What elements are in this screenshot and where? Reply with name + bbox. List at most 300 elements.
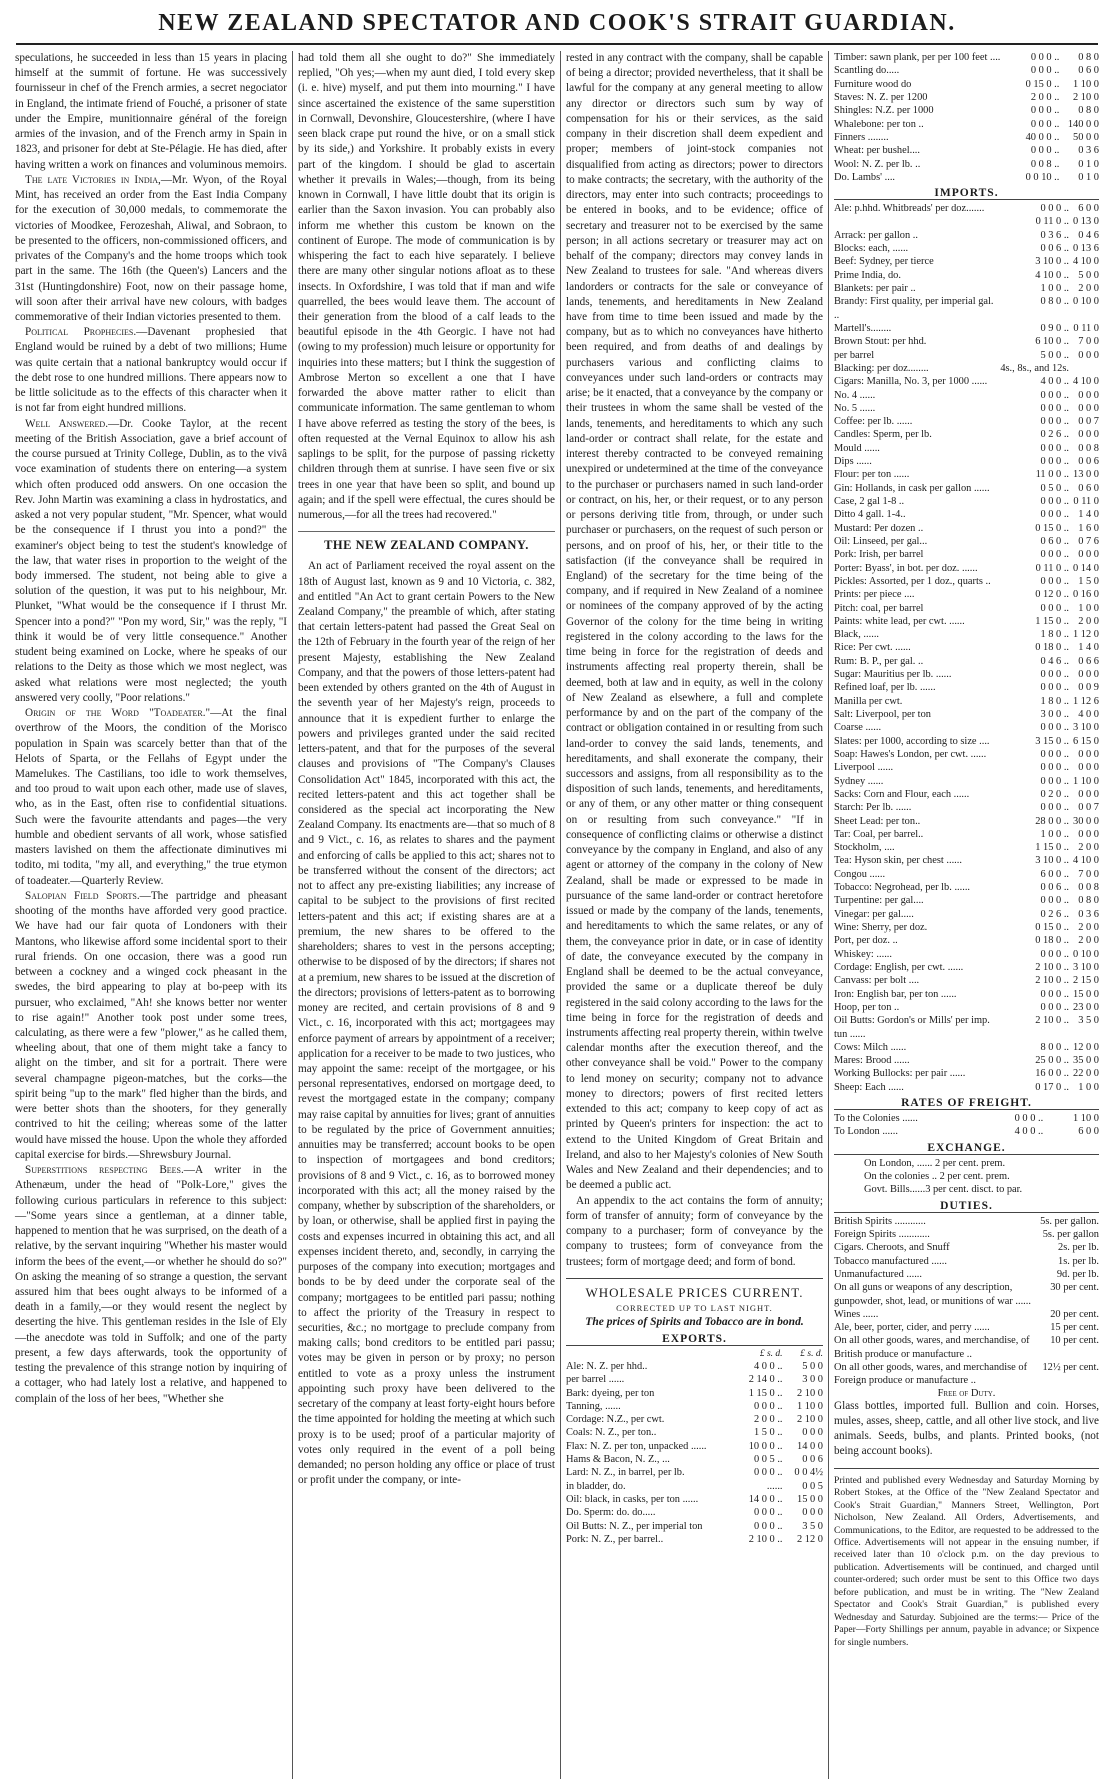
price-high: 6 0 0 [1078, 1126, 1099, 1138]
price-high: 1 10 0 [1073, 775, 1099, 787]
publisher-footer [834, 1468, 1099, 1650]
price-label: Prime India, do. [834, 269, 901, 281]
price-high: 0 13 0 [1073, 216, 1099, 228]
article-body: —Mr. Wyon, of the Royal Mint, has received an order from the East India Company for the execution of 30,000 medals, to commemorate the victories of Moodkee, Ferozeshah, Aliwal, and Sobraon, to be presented to the officers, non-commissioned officers, and privates of the Company's and the home troops which took part in the same. The 16th (the Queen's) Lancers and the 31st (Huntingdonshire) Foot, now on their passage home, will soon after their arrival have new colours, with badges commemorative of their Indian victories presented to them. [15, 173, 287, 323]
price-low: 3 0 0 .. [1040, 709, 1070, 720]
price-high [1069, 362, 1099, 375]
price-high: 0 6 0 [1078, 65, 1099, 77]
price-high: 0 0 0 [1078, 402, 1099, 414]
price-high: 0 0 5 [802, 1480, 823, 1492]
duties-table [834, 1215, 1099, 1388]
price-label: Sugar: Mauritius per lb. ...... [834, 669, 952, 681]
import-row [834, 894, 1099, 907]
duty-label: Foreign Spirits ............ [834, 1228, 930, 1240]
price-label: Coals: N. Z., per ton.. [566, 1427, 657, 1439]
price-low: 0 0 0 .. [1040, 442, 1070, 454]
price-low: 8 0 0 .. [1040, 1041, 1070, 1053]
import-row [834, 988, 1099, 1001]
price-low: 0 0 0 .. [1040, 669, 1070, 681]
price-low: 10 0 0 .. [748, 1440, 783, 1452]
freight-row [834, 1112, 1099, 1125]
import-row [834, 229, 1099, 242]
price-label: Porter: Byass', in bot. per doz. ...... [834, 562, 978, 574]
article-body: —A writer in the Athenæum, under the head of "Polk-Lore," gives the following curious particulars in reference to this subject:—"Some years since a gentleman, at a dinner table, happened to mention that he was surprised, on the death of a relative, by the servant inquiring "Whether his master would inform the bees of the event,—or whether he should do so?" On asking the meaning of so strange a question, the servant assured him that bees ought always to be informed of a death in a family,—or they would resent the neglect by deserting the hive. This gentleman resides in the Isle of Ely—the anecdote was told in Suffolk; and one of the party present, a few days afterwards, took the opportunity of testing the prevalence of this strange notion by inquiring of a cottager, who had lately lost a relative, and happened to complain of the loss of her bees, "Whether she [15, 1164, 287, 1405]
price-high: 2 0 0 [1078, 922, 1099, 933]
price-low: 0 0 0 .. [1040, 203, 1070, 215]
price-low: 6 10 0 .. [1035, 336, 1070, 348]
price-low: 3 15 0 .. [1035, 735, 1070, 747]
price-high: 6 15 0 [1073, 735, 1099, 747]
price-low: ...... [766, 1480, 783, 1492]
price-label: Oil Butts: N. Z., per imperial ton [566, 1520, 703, 1532]
price-high: 2 0 0 [1078, 615, 1099, 627]
duty-rate: 20 per cent. [1050, 1308, 1099, 1320]
duty-row [834, 1255, 1099, 1268]
price-label: Flour: per ton ...... [834, 469, 910, 481]
price-label: Ditto 4 gall. 1-4.. [834, 509, 906, 521]
freight-table [834, 1112, 1099, 1139]
duty-rate: 15 per cent. [1050, 1322, 1099, 1334]
price-high: 0 0 0 [802, 1427, 823, 1439]
price-label: Rum: B. P., per gal. .. [834, 655, 924, 667]
price-label: Pickles: Assorted, per 1 doz., quarts .. [834, 575, 991, 587]
import-row [834, 761, 1099, 774]
price-high: 0 13 6 [1073, 243, 1099, 255]
duty-label: Unmanufactured ...... [834, 1268, 923, 1280]
price-label: Furniture wood do [834, 78, 912, 90]
price-label: Do. Lambs' .... [834, 171, 896, 183]
price-label: Ale: N. Z. per hhd.. [566, 1360, 648, 1372]
price-high: 0 0 0 [1078, 828, 1099, 840]
export-row [566, 1520, 823, 1533]
price-high: 0 0 0 [1078, 429, 1099, 441]
duties-title: DUTIES. [834, 1200, 1099, 1213]
article-body: —Davenant prophesied that England would be ruined by a debt of two millions; Hume was quite certain that a national bankruptcy would occur if the debt rose to one hundred millions. There appears now to be little solicitude as to the effects of this character when it is not far from eight hundred millions. [15, 326, 287, 415]
price-low: 40 0 0 .. [1025, 131, 1060, 143]
price-high: 0 10 0 [1073, 948, 1099, 960]
freight-row [834, 1125, 1099, 1138]
price-low: 0 0 0 .. [1040, 602, 1070, 614]
price-low: 0 12 0 .. [1035, 589, 1070, 601]
article-nz-company-continued: rested in any contract with the company, shall be capable of being a director; provided nevertheless, that it shall be lawful for the company at any general meeting to allow any director or directors such sum by way of compensation for his or their services, as the said company in their discretion shall deem expedient and proper; members of joint-stock companies not disqualified from acting as directors; power to directors to make contracts; the secretary, with the authority of the directors, may enter into such contracts; proceedings to be entered in books, and to be evidence; office of secretary and treasurer not to be exercised by the same person; in all actions secretary or treasurer may act on behalf of the company; directors may convey lands in New Zealand to trustees for sale. "And whereas divers landorders or contracts for the sale or conveyance of lands, tenements, and hereditaments in New Zealand have from time to time been issued and made by the company, but as to which no conveyances have hitherto been required, and from deaths of and dealings by purchasers various and conflicting claims to conveyances under such land-orders or contracts may arise; be it enacted, that a conveyance by the company or their trustees in whom the same shall be vested of the lands, tenements, and hereditaments to which any such land-order or contract shall relate, for the estate and interest thereby contracted to be conveyed remaining unexpired or undetermined at the time of the conveyance to the purchaser or purchasers named in such land-order or contract, on his, her, or their request, or to any person or persons deriving title from, through, or under such purchaser or purchasers, on the request of such person or persons, and on proof of his, her, or their title to the satisfaction (if the conveyance shall be required in England) of the secretary for the time being of the company, and if required in New Zealand of a nominee or nominees of the company approved of by the acting Governor of the colony for the time being in writing registered in the colony according to the laws for the time being in force for the registration of deeds and instruments affecting real property therein, shall be deemed, both at law and in equity, as well in the colony of New Zealand as elsewhere, a full and complete performance by and on the part of the company of the contract or obligation contained in or resulting from such land-order to convey the said lands, tenements, and hereditaments, and shall exonerate the company, their successors and assigns, from all responsibility as to the disposition of such lands, tenements, and hereditaments, or any of them, or any other matter or thing consequent on or resulting from such conveyance." "If in consequence of conflicting claims or otherwise a distinct conveyance by the company in England, and also of any agent or attorney of the company in the colony of New Zealand, shall be made or expressed to be made in pursuance of the same land-order or contract heretofore issued or made by the company of the lands, tenements, and hereditaments to which the same relates, or any of them, the conveyance prior in date, or in case of identity of date, the conveyance executed by the company in England shall be deemed to be the actual conveyance, provided the same or a duplicate thereof be duly registered in the said colony according to the laws for the time being in force for the registration of deeds and instruments affecting real property therein, within twelve calendar months after the execution thereof, and the other conveyance shall be void." Power to the company to lend money on security; company not to advance money to directors; powers of first recited letters extended to this act; company to keep copy of act as printed by Queen's printers for inspection: the act to extend to the United Kingdom of Great Britain and Ireland, and also to her Majesty's colonies of New South Wales and New Zealand and their dependencies; and to be deemed a public act. [566, 52, 823, 1192]
import-row [834, 468, 1099, 481]
import-row [834, 868, 1099, 881]
price-label: Blacking: per doz........ [834, 362, 929, 374]
exports-table [566, 1348, 823, 1547]
import-row [834, 655, 1099, 668]
import-row [834, 522, 1099, 535]
price-label: Shingles: N.Z. per 1000 [834, 105, 934, 117]
article-body: —Dr. Cooke Taylor, at the recent meeting of the British Association, gave a brief account of the course pursued at Trinity College, Dublin, as to the vivâ voce examination of students there on entering—a system which often produced odd answers. On one occasion the Rev. John Martin was examining a class in hydrostatics, and asked a not very popular student, "Mr. Spencer, what would be the consequence if I thrust you into a pond?" the examiner's object being to test the student's knowledge of the law, that water rises in proportion to the weight of the body immersed. The student, not being able to give a solution of the question, it was put to his neighbour, Mr. Plunket, "What would be the consequence if I thrust Mr. Spencer into a pond?" "Pon my word, Sir," was the reply, "I think it would be of very little consequence." Another student being examined on Locke, where he speaks of our relations to the Deity as those which we most neglect, was asked what relations were most neglected; the youth answered very coolly, "Poor relations." [15, 417, 287, 704]
price-low: 1 0 0 .. [1040, 283, 1070, 294]
price-label: No. 4 ...... [834, 389, 876, 401]
price-label: Liverpool ...... [834, 762, 894, 774]
export-row [566, 1387, 823, 1400]
price-high: 0 0 0 [802, 1507, 823, 1519]
duty-label: British Spirits ............ [834, 1215, 926, 1227]
duty-rate: 30 per cent. [1050, 1282, 1099, 1294]
price-low: 0 0 0 .. [1040, 575, 1070, 587]
price-low: 4 0 0 .. [1040, 376, 1070, 388]
price-label: Stockholm, .... [834, 842, 895, 854]
export-row [834, 104, 1099, 117]
price-low: 0 0 0 .. [1040, 948, 1070, 960]
price-high: 35 0 0 [1073, 1055, 1099, 1067]
price-high: 0 3 6 [1078, 908, 1099, 920]
import-row [834, 269, 1099, 282]
price-low: 0 0 0 .. [1040, 775, 1070, 787]
price-low: 0 15 0 .. [1035, 922, 1070, 933]
export-row [834, 171, 1099, 184]
price-label: Slates: per 1000, according to size .... [834, 735, 990, 747]
duty-row [834, 1241, 1099, 1254]
import-row [834, 562, 1099, 575]
price-high: 3 5 0 [802, 1520, 823, 1532]
price-label: Cordage: English, per cwt. ...... [834, 961, 964, 973]
price-label: Pork: N. Z., per barrel.. [566, 1533, 664, 1545]
price-low: 1 5 0 .. [753, 1427, 783, 1439]
price-high: 1 4 0 [1078, 642, 1099, 654]
price-low: 0 2 6 .. [1040, 429, 1070, 441]
freight-title: RATES OF FREIGHT. [834, 1097, 1099, 1110]
duty-row [834, 1334, 1099, 1361]
price-label: Turpentine: per gal.... [834, 895, 924, 907]
price-high: 2 10 0 [797, 1387, 823, 1399]
price-high: 140 0 0 [1067, 118, 1099, 130]
price-low: 0 0 0 .. [1040, 402, 1070, 414]
price-low: 0 0 0 .. [1040, 389, 1070, 401]
price-high: 30 0 0 [1073, 815, 1099, 827]
import-row [834, 508, 1099, 521]
prices-title: WHOLESALE PRICES CURRENT. [566, 1278, 823, 1301]
import-row [834, 748, 1099, 761]
price-low: 0 0 0 .. [1040, 802, 1070, 814]
price-high: 23 0 0 [1073, 1001, 1099, 1013]
price-label: Tea: Hyson skin, per chest ...... [834, 855, 962, 867]
price-label: Mares: Brood ...... [834, 1055, 910, 1067]
duty-label: Ale, beer, porter, cider, and perry ...... [834, 1322, 990, 1334]
price-low: 2 0 0 .. [753, 1414, 783, 1426]
import-row [834, 815, 1099, 828]
price-high: 1 0 0 [1078, 1081, 1099, 1093]
article-appendix: An appendix to the act contains the form of annuity; form of transfer of annuity; form of conveyance by the company to a purchaser; form of conveyance by the company to trustees; form of conveyance from the trustees; form of mortgage deed; and form of bond. [566, 1194, 823, 1268]
price-high: 2 10 0 [797, 1414, 823, 1426]
price-label: Wine: Sherry, per doz. [834, 922, 928, 933]
price-label: Whiskey: ...... [834, 948, 893, 960]
price-high: 0 0 7 [1078, 802, 1099, 814]
price-low: 0 0 0 .. [1030, 105, 1060, 117]
article-head: Well Answered. [25, 417, 109, 430]
price-low: 0 0 0 .. [753, 1400, 783, 1412]
import-row [834, 362, 1099, 375]
import-row [834, 881, 1099, 894]
free-of-duty-title: Free of Duty. [937, 1387, 996, 1399]
import-row [834, 1067, 1099, 1080]
duty-rate: 5s. per gallon [1042, 1228, 1099, 1240]
price-high: 0 0 8 [1078, 442, 1099, 454]
column-2 [292, 51, 560, 1779]
price-high: 5 0 0 [1078, 269, 1099, 281]
prices-subtitle: CORRECTED UP TO LAST NIGHT. [616, 1302, 773, 1313]
price-label: Canvass: per bolt .... [834, 975, 920, 987]
price-label: Finners ........ [834, 131, 889, 143]
price-high: 15 0 0 [1073, 988, 1099, 1000]
price-label: per barrel ...... [566, 1374, 625, 1386]
duty-label: Cigars. Cheroots, and Snuff [834, 1242, 950, 1254]
export-row [834, 158, 1099, 171]
price-label: Hoop, per ton .. [834, 1001, 900, 1013]
price-label: Blankets: per pair .. [834, 283, 916, 294]
import-row [834, 575, 1099, 588]
price-label: Staves: N. Z. per 1200 [834, 91, 928, 103]
exchange-line: On London, ...... 2 per cent. prem. [864, 1157, 1006, 1169]
price-high: 2 12 0 [797, 1533, 823, 1545]
column-3 [560, 51, 828, 1779]
price-high: 1 10 0 [1073, 78, 1099, 90]
article-toadeater [15, 706, 287, 889]
import-row [834, 735, 1099, 748]
duty-row [834, 1228, 1099, 1241]
price-high: 2 0 0 [1078, 935, 1099, 947]
price-low: 6 0 0 .. [1040, 868, 1070, 880]
price-low: 4 0 0 .. [1014, 1126, 1044, 1138]
price-label: Sydney ...... [834, 775, 884, 787]
price-high: 0 0 8 [1078, 882, 1099, 894]
price-low: 0 0 0 .. [1040, 988, 1070, 1000]
import-row [834, 602, 1099, 615]
price-label: Martell's........ [834, 322, 892, 334]
import-row [834, 615, 1099, 628]
article-nz-company: An act of Parliament received the royal assent on the 18th of August last, known as 9 and 10 Victoria, c. 382, and entitled "An Act to grant certain Powers to the New Zealand Company," the preamble of which, after stating that certain letters-patent had passed the Great Seal on the 12th of February in the fourth year of the reign of her present Majesty, establishing the New Zealand Company, and that the powers of those letters-patent had been extended by others granted on the 4th of August in the seventh year of her Majesty's reign, proceeds to announce that it is expedient further to enlarge the powers and privileges granted under the said recited letters-patent, and that for the purposes of the several clauses and provisions of "The Company's Clauses Consolidation Act" 1845, incorporated with this act, the recited letters-patent and this act together shall be considered as the special act incorporating the New Zealand Company. Its enactments are—that so much of 8 and 9 Vict., c. 16, as relates to shares and the payment and enforcing of calls be applied to this act; shares not to be transferred without the consent of the directors; act not to affect any pre-existing liabilities; any increase of capital to be subject to the provisions of first recited letters-patent and this act; if existing shares are at a premium, the new shares to be offered to the shareholders; shares to vest in the persons accepting; otherwise to be disposed of by the directors; if shares not at a premium, new shares to be issued at the discretion of the directors; provisions of letters-patent as to borrowing money are recited, and certain provisions of 8 and 9 Vict., c. 16, incorporated with this act; mortgagees may enforce payment of arrears by appointment of a receiver; application for a receiver to be made to two justices, who may appoint the same: receipt of the mortgagee, or his personal representatives, endorsed on mortgage deed, to revest the mortgaged estate in the company; company may raise capital by annuities for lives; grant of annuities to be regulated by the price of Government annuities; annuities may be transferred; account books to be open to inspection of mortgagees and bond creditors; provisions of 8 and 9 Vict., c. 16, as to borrowed money incorporated with this act; all the money raised by the company, whether by subscription of the shareholders, or by loan, or otherwise, shall be applied first in paying the costs and expenses incurred in obtaining this act, and all expenses incident thereto, and, secondly, in carrying the purposes of the company into execution; mortgages and bonds to be by deed under the corporate seal of the company; mortgagees to be entitled pari passu; nothing to affect the priority of the Treasury in respect to securities, &c.; no mortgage to preclude company from making calls; bond creditors to be entitled pari passu; votes may be given in person or by proxy; no person entitled to vote as a proxy unless the instrument appointing such proxy have been delivered to the secretary of the company at least forty-eight hours before the time appointed for holding the meeting at which such proxy is to be used; proof of a particular majority of votes only required in the event of a poll being demanded; no person holding any office or place of trust or profit under the company, or inte- [298, 560, 555, 1487]
price-high: 0 8 0 [1078, 52, 1099, 63]
import-row [834, 961, 1099, 974]
duty-rate: 5s. per gallon. [1040, 1215, 1099, 1227]
price-low: 0 18 0 .. [1035, 935, 1070, 947]
section-title-nz-company: THE NEW ZEALAND COMPANY. [298, 531, 555, 553]
price-label: Cows: Milch ...... [834, 1041, 907, 1053]
price-high: 1 12 0 [1073, 629, 1099, 641]
import-row [834, 1041, 1099, 1054]
price-high: 22 0 0 [1073, 1068, 1099, 1080]
price-low: 1 15 0 .. [1035, 842, 1070, 854]
price-high: 12 0 0 [1073, 1041, 1099, 1053]
price-label: Whalebone: per ton .. [834, 118, 924, 130]
price-label: Iron: English bar, per ton ...... [834, 988, 957, 1000]
price-high: 1 6 0 [1078, 522, 1099, 534]
price-label: Hams & Bacon, N. Z., ... [566, 1454, 670, 1466]
export-row [566, 1373, 823, 1386]
article-body: —The partridge and pheasant shooting of the months have afforded very good practice. We have had our fair quota of Londoners with their Mantons, who likewise afford some incidental sport to their rural friends. On one occasion, there was a good run between a cockney and a winged cock pheasant in the swedes, the bird appearing to play at bo-peep with its pursuer, who exclaimed, "Ah! she knows better nor wenter to rise again!" Another took post under some trees, calculating, as there were a few "plower," as he called them, wheeling about, that one of them might take a fancy to alight on the timber, and sit for a portrait. There were several champagne pigeon-matches, but the corks—the spirit being "up to the mark" fled higher than the birds, and were better shots than the shooters, for they generally contrived to hit the ceiling; whereas some of the latter would have missed the house. Upon the whole they afforded capital exercise for birds.—Shrewsbury Journal. [15, 889, 287, 1161]
price-label: Black, ...... [834, 629, 880, 641]
price-high: 4 10 0 [1073, 376, 1099, 388]
import-row [834, 202, 1099, 215]
price-high: 0 3 6 [1078, 145, 1099, 157]
import-row [834, 548, 1099, 561]
article-head: Superstitions respecting Bees. [25, 1164, 184, 1177]
free-of-duty-text: Glass bottles, imported full. Bullion and coin. Horses, mules, asses, sheep, cattle, and all other live stock, and live animals. Seeds, bulbs, and plants. Printed books, (not being account books). [834, 1399, 1100, 1458]
price-high: 0 14 0 [1073, 562, 1099, 574]
price-low: 1 8 0 .. [1040, 695, 1070, 707]
article-political-prophecies [15, 325, 287, 416]
import-row [834, 255, 1099, 268]
price-high: 0 0 0 [1078, 788, 1099, 800]
price-label: To London ...... [834, 1126, 898, 1138]
price-low: 0 15 0 .. [1025, 78, 1060, 90]
price-low: 2 14 0 .. [748, 1374, 783, 1386]
price-low: 0 11 0 .. [1035, 216, 1070, 228]
price-label: Flax: N. Z. per ton, unpacked ...... [566, 1440, 707, 1452]
import-row [834, 1081, 1099, 1094]
article-head: Political Prophecies. [25, 326, 137, 339]
export-row [834, 78, 1099, 91]
price-low: 25 0 0 .. [1035, 1055, 1070, 1067]
import-row [834, 974, 1099, 987]
price-low: 0 0 0 .. [1040, 549, 1070, 561]
price-high: 4 0 0 [1078, 709, 1099, 720]
import-row [834, 721, 1099, 734]
imports-table [834, 202, 1099, 1094]
export-row [566, 1533, 823, 1546]
duty-row [834, 1215, 1099, 1228]
import-row [834, 908, 1099, 921]
price-high: 7 0 0 [1078, 868, 1099, 880]
price-low: 0 0 0 .. [1030, 65, 1060, 77]
import-row [834, 1054, 1099, 1067]
price-high: 14 0 0 [797, 1440, 823, 1452]
price-label: Port, per doz. .. [834, 935, 898, 947]
price-low: 5 0 0 .. [1040, 349, 1070, 361]
price-high: 0 6 6 [1078, 655, 1099, 667]
price-label: Timber: sawn plank, per per 100 feet .... [834, 52, 1001, 63]
article-well-answered [15, 417, 287, 706]
price-low: 0 0 0 .. [753, 1507, 783, 1519]
import-row [834, 854, 1099, 867]
imports-title: IMPORTS. [834, 187, 1099, 200]
price-label: Sheet Lead: per ton.. [834, 815, 921, 827]
price-low: 0 0 6 .. [1040, 882, 1070, 894]
price-high: 5 0 0 [802, 1360, 823, 1372]
price-label: Brown Stout: per hhd. [834, 336, 927, 348]
price-high: 0 0 6 [1078, 456, 1099, 468]
price-low: 4 0 0 .. [753, 1360, 783, 1372]
price-label: Candles: Sperm, per lb. [834, 429, 932, 441]
duty-row [834, 1321, 1099, 1334]
duty-row [834, 1281, 1099, 1308]
price-label: Wool: N. Z. per lb. .. [834, 158, 921, 170]
export-row [834, 51, 1099, 64]
article-bees [15, 1163, 287, 1407]
price-high: 0 0 6 [802, 1454, 823, 1466]
column-4 [828, 51, 1104, 1779]
import-row [834, 349, 1099, 362]
export-row [566, 1493, 823, 1506]
price-low: 0 0 5 .. [753, 1454, 783, 1466]
columns [10, 51, 1104, 1779]
price-high: 1 12 6 [1073, 695, 1099, 707]
export-row [834, 144, 1099, 157]
price-low: 0 0 0 .. [1030, 52, 1060, 63]
price-label: Brandy: First quality, per imperial gal. .. [834, 296, 994, 321]
import-row [834, 282, 1099, 295]
article-bees-continued: had told them all she ought to do?" She immediately replied, "Oh yes;—when my aunt died, I told every skep (i. e. hive) myself, and put them into mourning." I have since ascertained the existence of the same superstition in Cornwall, Devonshire, Gloucestershire, (where I have seen black crape put round the hive, or on a small stick by its side,) and Yorkshire. It probably exists in every part of the kingdom. I should be glad to ascertain whether it prevails in Wales;—though, from its being known in Cornwall, I have little doubt that its origin is earlier than the Saxon invasion. You can probably also inform me whether this custom be known on the continent of Europe. The mode of communication is by whispering the fact to each hive separately. I believe there are many other singular notions afloat as to these insects. In Oxfordshire, I was told that if man and wife quarrelled, the bees would leave them. The account of their generation from the blood of a calf leads to the beautiful episode in the 4th Georgic. I have not had (owing to my profession) much leisure or opportunity for inquiries into these matters; but I think the suggestion of Ambrose Merton so excellent a one that I have forwarded the above matter rather to elicit than communicate information. The same gentleman to whom I have above referred as testing the story of the bees, is often requested at the Vernal Equinox to allow his ash saplings to be split, for the purpose of passing ricketty children through them at sunrise. I have seen five or six trees in one year that have been so split, and bound up again; and if the spell were effectual, the cures should be numerous,—for all the trees had recovered." [298, 52, 555, 522]
price-low: 0 0 0 .. [1040, 895, 1070, 907]
import-row [834, 322, 1099, 335]
price-high: 1 5 0 [1078, 575, 1099, 587]
price-label: Manilla per cwt. [834, 695, 903, 707]
price-high: 0 1 0 [1078, 158, 1099, 170]
article-victories-india [15, 173, 287, 325]
price-label: Do. Sperm: do. do..... [566, 1507, 656, 1519]
price-label: Working Bullocks: per pair ...... [834, 1068, 966, 1080]
import-row [834, 641, 1099, 654]
export-row [834, 64, 1099, 77]
price-high: 0 8 0 [1078, 105, 1099, 117]
article-head: Salopian Field Sports. [25, 889, 140, 902]
price-label: Arrack: per gallon .. [834, 229, 918, 241]
price-high: 2 15 0 [1073, 975, 1099, 987]
import-row [834, 495, 1099, 508]
price-low: 1 8 0 .. [1040, 629, 1070, 641]
price-low: 0 0 0 .. [1040, 1001, 1070, 1013]
column-1 [10, 51, 292, 1779]
price-low: 0 6 0 .. [1040, 535, 1070, 547]
prices-note: The prices of Spirits and Tobacco are in bond. [585, 1315, 804, 1328]
price-label: Rice: Per cwt. ...... [834, 642, 911, 654]
price-low: 0 15 0 .. [1035, 522, 1070, 534]
price-label: Salt: Liverpool, per ton [834, 709, 931, 720]
price-high: 6 0 0 [1078, 203, 1099, 215]
import-row [834, 1001, 1099, 1014]
export-row [566, 1360, 823, 1373]
price-low: 0 18 0 .. [1035, 642, 1070, 654]
price-low: 3 10 0 .. [1035, 256, 1070, 268]
duty-label: On all other goods, wares, and merchandise of Foreign produce or manufacture .. [834, 1362, 1028, 1387]
price-label: Gin: Hollands, in cask per gallon ...... [834, 482, 990, 494]
price-high: 3 10 0 [1073, 722, 1099, 734]
price-label: in bladder, do. [566, 1480, 626, 1492]
import-row [834, 335, 1099, 348]
price-label: Beef: Sydney, per tierce [834, 256, 934, 268]
price-low: 2 10 0 .. [1035, 1015, 1070, 1027]
article-head: The late Victories in India, [25, 173, 161, 186]
price-low: 4s., 8s., and 12s. [1000, 362, 1070, 374]
exports-continued-table [834, 51, 1099, 184]
import-row [834, 375, 1099, 388]
price-high: 1 4 0 [1078, 509, 1099, 521]
export-row [834, 118, 1099, 131]
duty-row [834, 1268, 1099, 1281]
price-low: 0 0 0 .. [1040, 722, 1070, 734]
price-high: 4 10 0 [1073, 256, 1099, 268]
price-high: 0 0 0 [1078, 349, 1099, 361]
price-label: Wheat: per bushel.... [834, 145, 920, 157]
currency-header: £ s. d. [800, 1348, 823, 1359]
currency-header-row [566, 1348, 823, 1360]
price-label: Vinegar: per gal..... [834, 908, 914, 920]
price-high: 2 0 0 [1078, 283, 1099, 294]
price-high: 0 0 9 [1078, 682, 1099, 694]
import-row [834, 415, 1099, 428]
import-row [834, 948, 1099, 961]
export-row [566, 1480, 823, 1493]
price-high: 1 10 0 [1073, 1113, 1099, 1125]
import-row [834, 215, 1099, 228]
price-label: Coarse ...... [834, 722, 882, 734]
import-row [834, 708, 1099, 721]
exchange-title: EXCHANGE. [834, 1142, 1099, 1155]
price-high: 0 0 4½ [794, 1467, 823, 1479]
price-high: 0 8 0 [1078, 895, 1099, 907]
